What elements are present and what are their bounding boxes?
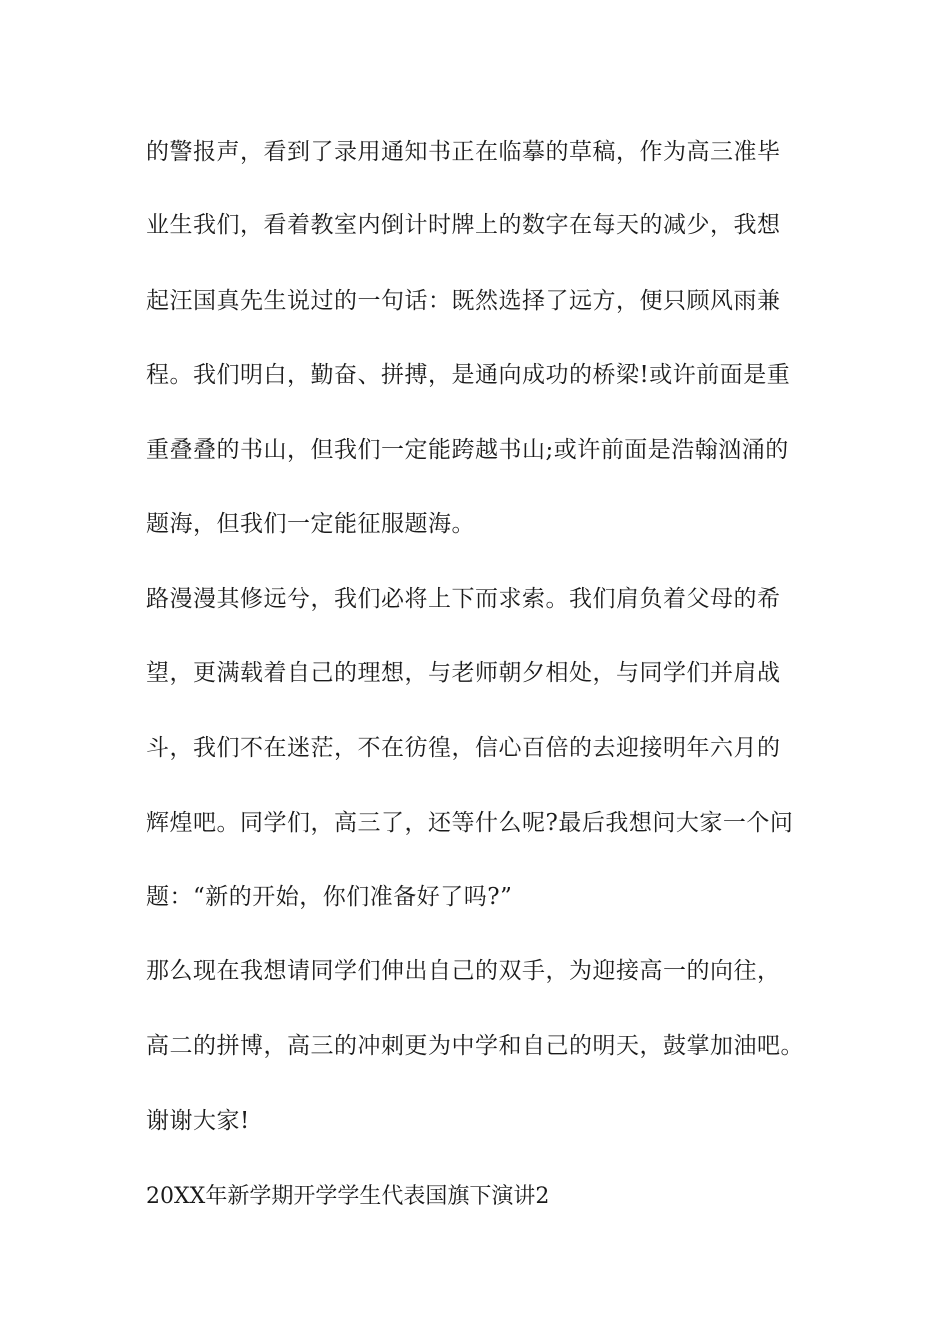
text-line: 辉煌吧。同学们，高三了，还等什么呢?最后我想问大家一个问 — [146, 810, 794, 836]
text-line: 那么现在我想请同学们伸出自己的双手，为迎接高一的向往， — [146, 958, 781, 984]
text-line: 望，更满载着自己的理想，与老师朝夕相处，与同学们并肩战 — [146, 660, 781, 686]
text-line: 高二的拼博，高三的冲刺更为中学和自己的明天，鼓掌加油吧。 — [146, 1033, 804, 1059]
text-line: 路漫漫其修远兮，我们必将上下而求索。我们肩负着父母的希 — [146, 586, 781, 612]
section-title: 20XX年新学期开学学生代表国旗下演讲2 — [146, 1184, 550, 1209]
text-line: 的警报声，看到了录用通知书正在临摹的草稿，作为高三准毕 — [146, 139, 781, 165]
text-line: 业生我们，看着教室内倒计时牌上的数字在每天的减少，我想 — [146, 212, 781, 238]
text-line: 斗，我们不在迷茫，不在彷徨，信心百倍的去迎接明年六月的 — [146, 735, 781, 761]
text-line: 重叠叠的书山，但我们一定能跨越书山;或许前面是浩翰汹涌的 — [146, 437, 789, 463]
text-line: 题：“新的开始，你们准备好了吗?” — [146, 884, 513, 910]
text-line: 谢谢大家! — [146, 1108, 250, 1134]
text-line: 起汪国真先生说过的一句话：既然选择了远方，便只顾风雨兼 — [146, 288, 781, 314]
text-line: 题海，但我们一定能征服题海。 — [146, 511, 475, 537]
text-line: 程。我们明白，勤奋、拼搏，是通向成功的桥梁!或许前面是重 — [146, 362, 791, 388]
